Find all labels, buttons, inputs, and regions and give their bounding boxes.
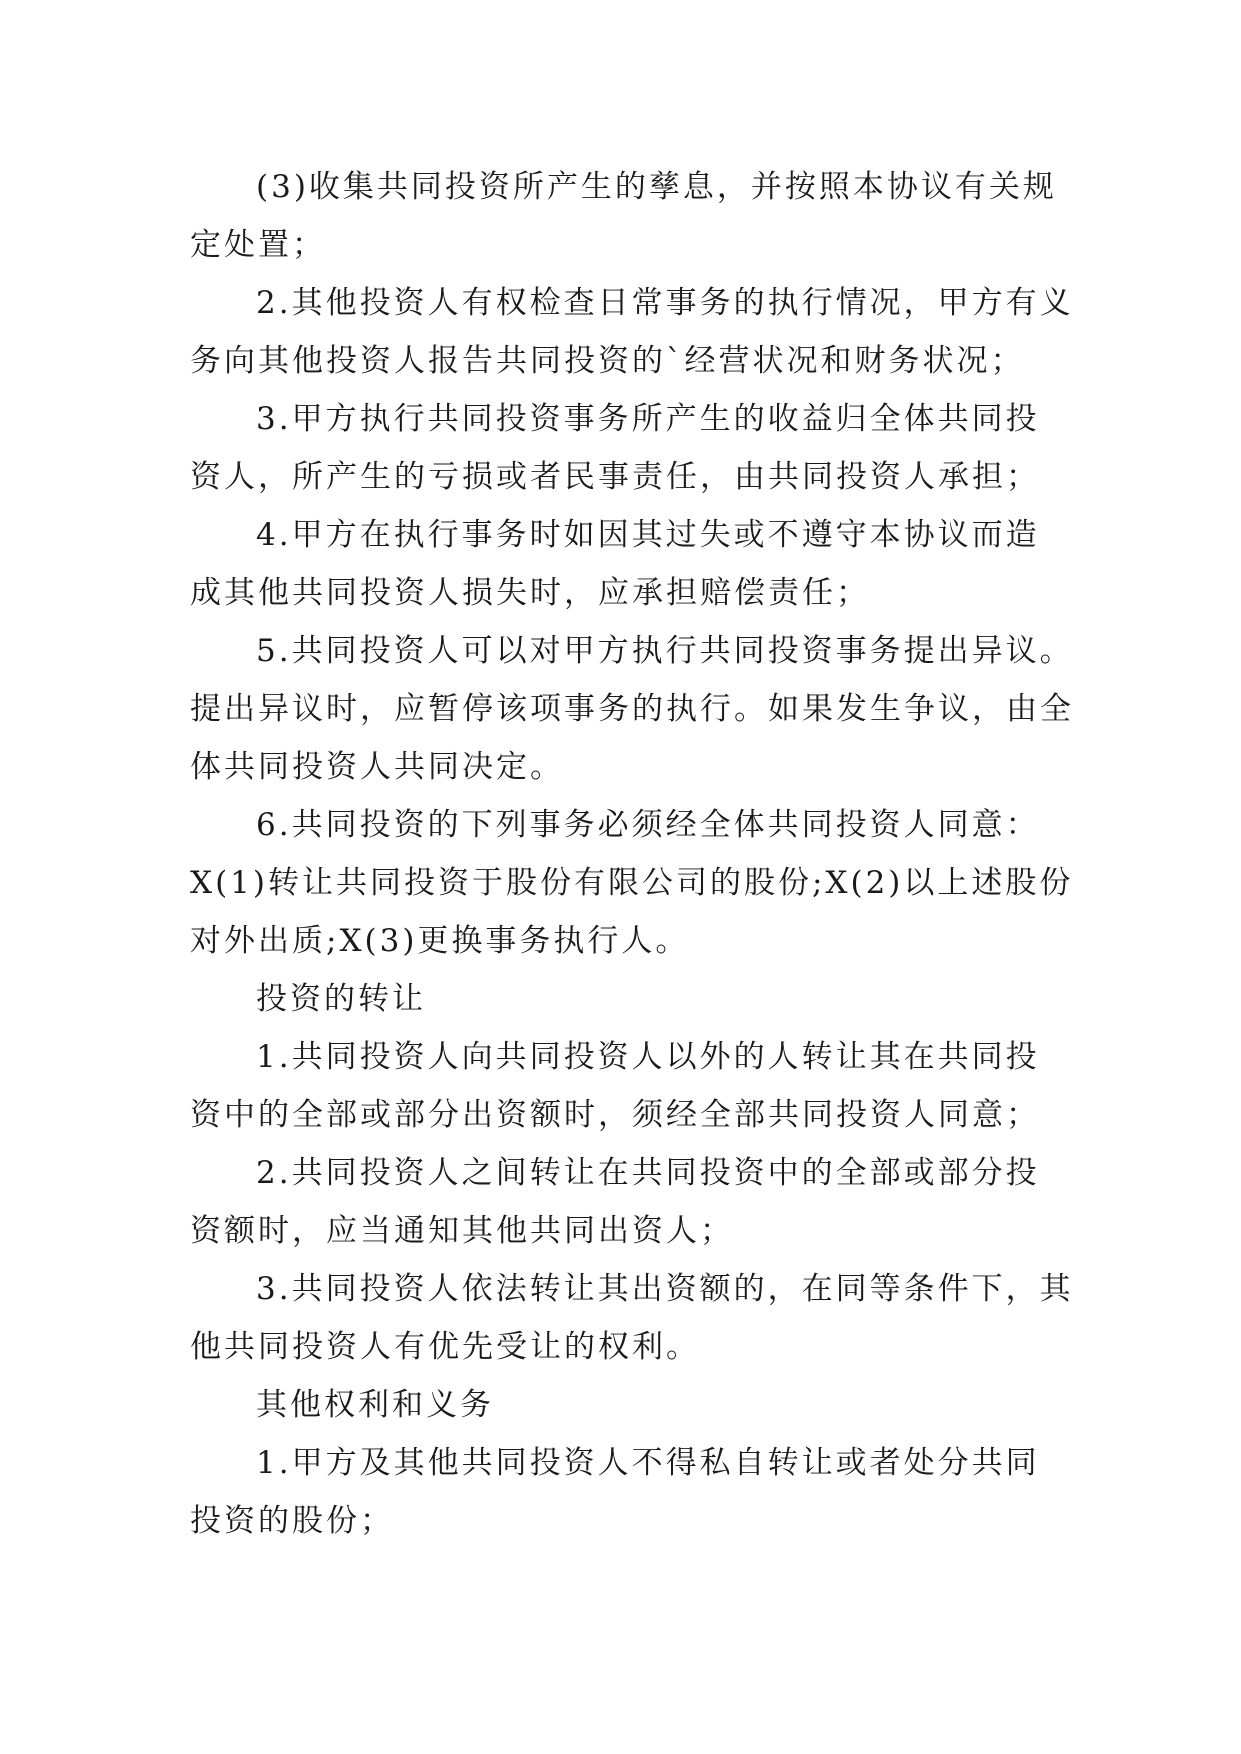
text-line: 3.甲方执行共同投资事务所产生的收益归全体共同投 <box>256 401 1040 437</box>
text-line: 投资的转让 <box>256 981 426 1017</box>
text-line: 其他权利和义务 <box>256 1387 494 1423</box>
text-line: 务向其他投资人报告共同投资的`经营状况和财务状况； <box>190 343 1025 379</box>
text-line: 提出异议时，应暂停该项事务的执行。如果发生争议，由全 <box>190 691 1074 727</box>
text-line: 1.甲方及其他共同投资人不得私自转让或者处分共同 <box>256 1445 1040 1481</box>
text-line: 投资的股份； <box>190 1503 394 1539</box>
text-line: 资人，所产生的亏损或者民事责任，由共同投资人承担； <box>190 459 1040 495</box>
text-line: 3.共同投资人依法转让其出资额的，在同等条件下，其 <box>256 1271 1074 1307</box>
text-line: 成其他共同投资人损失时，应承担赔偿责任； <box>190 575 870 611</box>
text-line: 体共同投资人共同决定。 <box>190 749 564 785</box>
text-line: (3)收集共同投资所产生的孳息，并按照本协议有关规 <box>256 169 1057 205</box>
text-line: 他共同投资人有优先受让的权利。 <box>190 1329 700 1365</box>
text-line: 2.其他投资人有权检查日常事务的执行情况，甲方有义 <box>256 285 1074 321</box>
text-line: 5.共同投资人可以对甲方执行共同投资事务提出异议。 <box>256 633 1074 669</box>
text-line: 对外出质;X(3)更换事务执行人。 <box>190 923 690 959</box>
text-line: 6.共同投资的下列事务必须经全体共同投资人同意： <box>256 807 1040 843</box>
text-line: 定处置； <box>190 227 326 263</box>
text-line: 资中的全部或部分出资额时，须经全部共同投资人同意； <box>190 1097 1040 1133</box>
text-line: X(1)转让共同投资于股份有限公司的股份;X(2)以上述股份 <box>190 865 1074 901</box>
document-body <box>190 158 1074 1550</box>
text-line: 4.甲方在执行事务时如因其过失或不遵守本协议而造 <box>256 517 1040 553</box>
text-line: 2.共同投资人之间转让在共同投资中的全部或部分投 <box>256 1155 1040 1191</box>
text-line: 资额时，应当通知其他共同出资人； <box>190 1213 734 1249</box>
text-line: 1.共同投资人向共同投资人以外的人转让其在共同投 <box>256 1039 1040 1075</box>
